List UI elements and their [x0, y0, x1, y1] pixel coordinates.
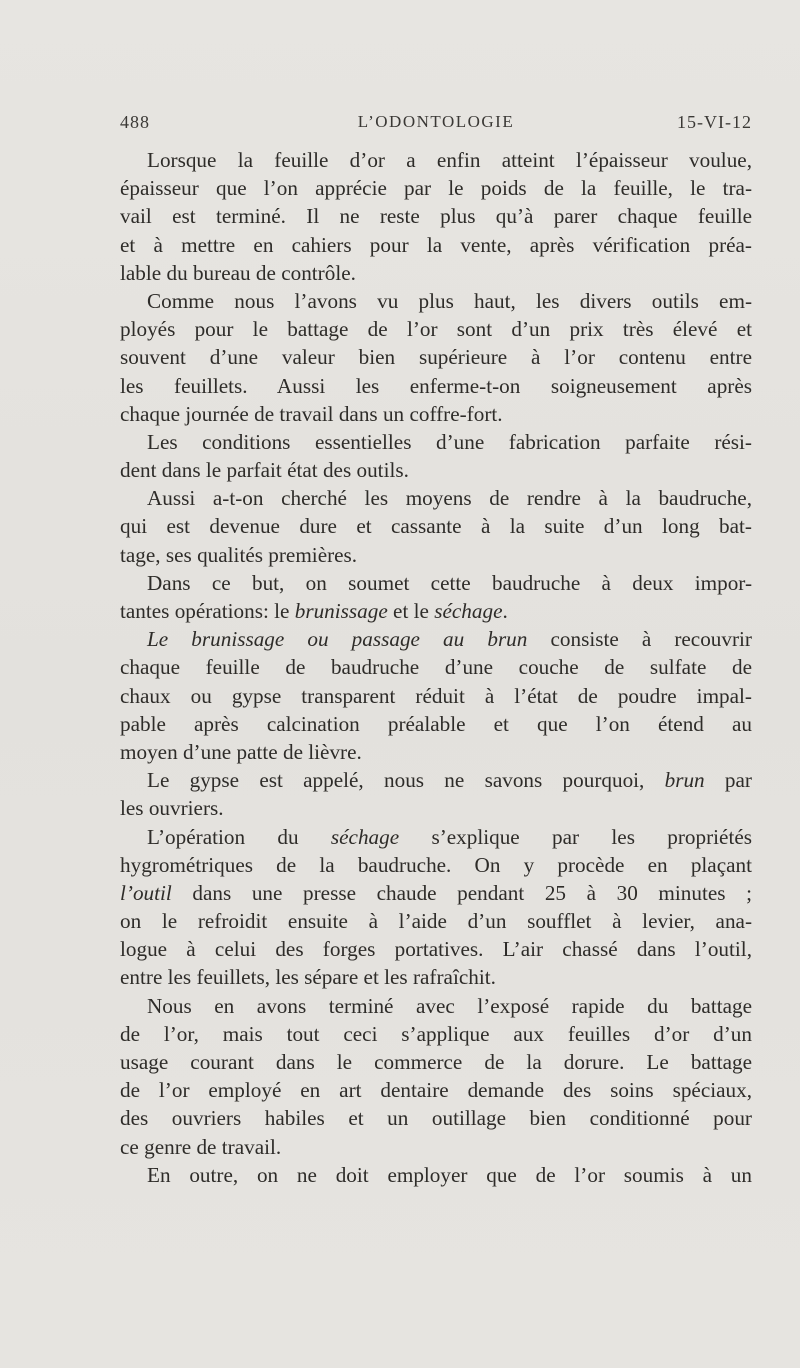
- text-line: de l’or, mais tout ceci s’applique aux feuilles d’or d’un: [120, 1021, 752, 1046]
- text-line: [120, 823, 752, 851]
- paragraph: [120, 992, 752, 1161]
- italic-term: séchage: [330, 824, 400, 849]
- journal-title: L’ODONTOLOGIE: [357, 112, 515, 131]
- text-line: dent dans le parfait état des outils.: [120, 458, 409, 483]
- text-line: Lorsque la feuille d’or a enfin atteint l’épaisseur voulue,: [147, 148, 752, 172]
- paragraph: [120, 287, 752, 428]
- text-line: usage courant dans le commerce de la dorure. Le battage: [120, 1050, 752, 1074]
- text-line: tage, ses qualités premières.: [120, 542, 358, 567]
- text-line: [120, 766, 752, 794]
- text-line: Aussi a-t-on cherché les moyens de rendre à la baudruche,: [147, 486, 752, 511]
- italic-term: l’outil: [120, 880, 172, 905]
- text-line: Comme nous l’avons vu plus haut, les divers outils em-: [147, 288, 752, 313]
- text-line: qui est devenue dure et cassante à la suite d’un long bat-: [120, 514, 752, 539]
- text-line: des ouvriers habiles et un outillage bien conditionné pour: [120, 1106, 752, 1131]
- text-line: [120, 879, 752, 907]
- text-line: souvent d’une valeur bien supérieure à l’or contenu entre: [120, 345, 752, 370]
- text-line: En outre, on ne doit employer que de l’or soumis à un: [147, 1162, 752, 1187]
- text-line: hygrométriques de la baudruche. On y procède en plaçant: [120, 852, 752, 877]
- text-line: vail est terminé. Il ne reste plus qu’à parer chaque feuille: [120, 204, 752, 229]
- text-line: [120, 597, 752, 625]
- text-segment: et le: [387, 599, 435, 623]
- issue-date: 15-VI-12: [677, 112, 752, 132]
- paragraph: [120, 1161, 752, 1189]
- text-line: chaque feuille de baudruche d’une couche de sulfate de: [120, 655, 752, 680]
- text-segment: dans une presse chaude pendant 25 à 30 minutes ;: [171, 880, 752, 905]
- text-line: chaux ou gypse transparent réduit à l’état de poudre impal-: [120, 683, 752, 708]
- running-header: [120, 112, 752, 142]
- text-line: pable après calcination préalable et que l’on étend au: [120, 711, 752, 736]
- text-segment: s’explique par les propriétés: [399, 824, 752, 849]
- text-line: entre les feuillets, les sépare et les rafraîchit.: [120, 965, 496, 990]
- page-number: 488: [120, 112, 150, 132]
- text-segment: consiste à recouvrir: [527, 627, 752, 652]
- text-segment: par: [704, 768, 752, 793]
- text-line: on le refroidit ensuite à l’aide d’un soufflet à levier, ana-: [120, 909, 752, 934]
- italic-term: brunissage: [294, 599, 388, 623]
- text-segment: .: [502, 599, 508, 623]
- text-line: ce genre de travail.: [120, 1134, 282, 1159]
- text-line: ployés pour le battage de l’or sont d’un prix très élevé et: [120, 317, 752, 342]
- text-line: et à mettre en cahiers pour la vente, après vérification préa-: [120, 232, 752, 257]
- text-line: les feuillets. Aussi les enferme-t-on soigneusement après: [120, 373, 752, 398]
- paragraph: [120, 766, 752, 822]
- paragraph: [120, 428, 752, 484]
- paragraph: [120, 823, 752, 992]
- text-line: logue à celui des forges portatives. L’air chassé dans l’outil,: [120, 937, 752, 962]
- text-segment: L’opération du: [147, 824, 331, 849]
- text-line: Les conditions essentielles d’une fabrication parfaite rési-: [147, 429, 752, 454]
- paragraph: [120, 569, 752, 625]
- text-line: [120, 625, 752, 653]
- paragraph: [120, 625, 752, 766]
- text-segment: tantes opérations: le: [120, 599, 295, 623]
- italic-term: brun: [664, 768, 705, 793]
- paragraph: [120, 146, 752, 287]
- text-line: les ouvriers.: [120, 796, 224, 821]
- italic-term: Le brunissage ou passage au brun: [147, 627, 528, 652]
- text-line: Nous en avons terminé avec l’exposé rapide du battage: [147, 993, 752, 1018]
- text-line: épaisseur que l’on apprécie par le poids de la feuille, le tra-: [120, 176, 752, 201]
- text-line: moyen d’une patte de lièvre.: [120, 739, 362, 764]
- text-line: de l’or employé en art dentaire demande des soins spéciaux,: [120, 1078, 752, 1103]
- paragraph: [120, 484, 752, 569]
- text-segment: Le gypse est appelé, nous ne savons pourquoi,: [147, 768, 665, 793]
- italic-term: séchage: [434, 599, 503, 623]
- text-line: Dans ce but, on soumet cette baudruche à deux impor-: [147, 570, 752, 595]
- body-text: [120, 146, 752, 1189]
- text-line: lable du bureau de contrôle.: [120, 260, 356, 285]
- text-line: chaque journée de travail dans un coffre-fort.: [120, 401, 503, 426]
